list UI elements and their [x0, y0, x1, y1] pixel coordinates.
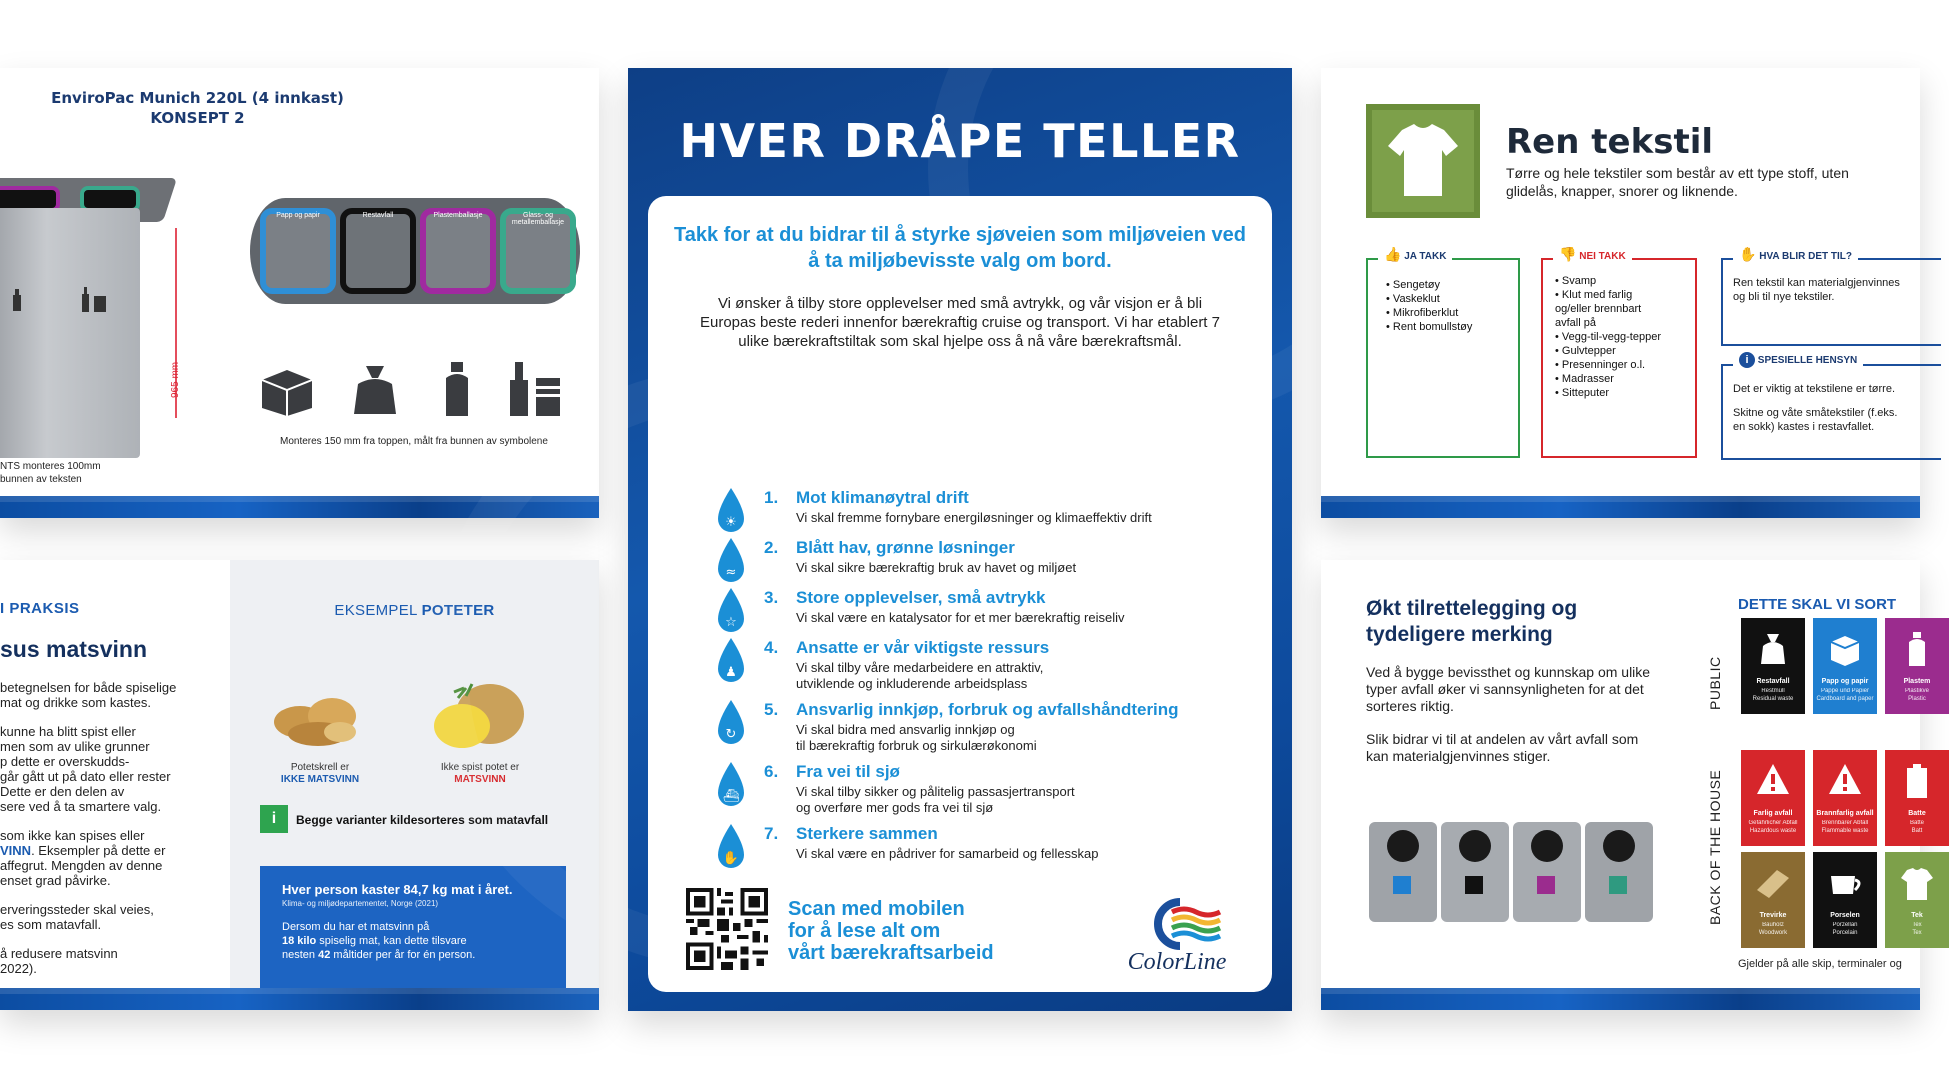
waste-category-icon — [1755, 630, 1791, 668]
dimension-label: 965 mm — [170, 361, 181, 398]
goal-title: Fra vei til sjø — [796, 762, 900, 781]
poster-lead: Takk for at du bidrar til å styrke sjøveien som miljøveien ved å ta miljøbevisste valg om bord. — [673, 224, 1247, 272]
wave-footer — [1321, 988, 1920, 1010]
yes-item: • Vaskeklut — [1386, 292, 1518, 306]
bin-concept-title — [50, 88, 345, 128]
sorting-kicker: DETTE SKAL VI SORT — [1738, 596, 1897, 613]
peel-caption: Potetskrell er IKKE MATSVINN — [280, 762, 360, 785]
water-drop-icon — [714, 586, 748, 636]
no-item: • Madrasser — [1555, 372, 1695, 386]
water-drop-icon — [714, 760, 748, 810]
special-text: Det er viktig at tekstilene er tørre. Skitne og våte småtekstiler (f.eks. en sokk) kastes i restavfallet. — [1733, 383, 1898, 433]
scan-prompt: Scan med mobilen for å lese alt om vårt bærekraftsarbeid — [788, 898, 994, 964]
what-box — [1721, 246, 1941, 346]
labelling-text: Ved å bygge bevissthet og kunnskap om ulike typer avfall øker vi sannsynligheten for at det sorteres riktig. Slik bidrar vi til at andelen av vårt avfall som kan materialgjenvinnes stiger. — [1366, 664, 1651, 764]
goal-description: Vi skal være en katalysator for et mer bærekraftig reiseliv — [796, 610, 1125, 625]
panel-bin-concept — [0, 68, 599, 518]
bin-model-name: EnviroPac Munich 220L (4 innkast) — [51, 89, 344, 107]
goal-title: Sterkere sammen — [796, 824, 938, 843]
tile-sublabel: Bauholz Woodwork — [1758, 922, 1788, 936]
food-waste-text: betegnelsen for både spiselige mat og drikke som kastes. kunne ha blitt spist eller men som av ulike grunner p dette er overskudds- går gått ut på dato eller rester Dette er den delen av sere ved å ta smartere valg. som ikke kan spises eller VINN. Eksempler på dette er affegrut. Mengden av denne enset grad påvirke. erveringssteder skal veies, es som matavfall. å redusere matsvinn 2022). — [0, 680, 177, 976]
tile-label: Papp og papir — [1821, 678, 1869, 685]
tile-label: Restavfall — [1756, 678, 1790, 685]
labelling-heading: Økt tilrettelegging og tydeligere merking — [1366, 597, 1578, 646]
tile-sublabel: Porzellan Porcelain — [1832, 922, 1858, 936]
potato-peel-image — [270, 678, 370, 754]
svg-text:♟: ♟ — [725, 665, 737, 680]
textile-icon — [1366, 104, 1480, 218]
info-circle-icon: i — [1739, 352, 1755, 368]
textile-subtitle: Tørre og hele tekstiler som består av ett type stoff, uten glidelås, knapper, snorer og liknende. — [1506, 165, 1849, 199]
tile-sublabel: Plastikve Plastic — [1904, 688, 1929, 702]
waste-icons-row — [256, 358, 576, 424]
poster-card — [648, 196, 1272, 992]
info-icon: i — [260, 805, 288, 833]
fact-source: Klima- og miljødepartementet, Norge (2021) — [282, 899, 439, 908]
thumbs-down-icon: 👎 — [1559, 246, 1577, 262]
goal-2 — [714, 536, 1254, 592]
tile-sublabel: Brennbarer Abfall Flammable waste — [1821, 820, 1869, 834]
glass-bottle-icon — [506, 358, 568, 420]
thumbs-up-icon: 👍 — [1384, 246, 1402, 262]
goal-title: Ansatte er vår viktigste ressurs — [796, 638, 1050, 657]
goal-description: Vi skal bidra med ansvarlig innkjøp og til bærekraftig forbruk og sirkulærøkonomi — [796, 722, 1037, 753]
section-kicker: I PRAKSIS — [0, 600, 80, 617]
water-drop-icon — [714, 698, 748, 748]
svg-text:☀: ☀ — [725, 515, 737, 530]
highlight-word: VINN — [0, 843, 32, 858]
wave-footer — [0, 988, 599, 1010]
goal-3 — [714, 586, 1254, 642]
concept-label: KONSEPT 2 — [150, 109, 245, 127]
goal-number: 3. — [764, 588, 779, 607]
goal-description: Vi skal fremme fornybare energiløsninger og klimaeffektiv drift — [796, 510, 1152, 525]
waste-category-tile — [1813, 852, 1877, 948]
bag-icon — [344, 358, 406, 420]
tile-label: Plastem — [1903, 678, 1931, 685]
waste-category-icon — [1899, 864, 1935, 902]
what-heading: ✋ HVA BLIR DET TIL? — [1733, 246, 1858, 263]
tile-label: Tek — [1911, 912, 1923, 919]
waste-category-tile — [1885, 618, 1949, 714]
tile-sublabel: Batte Batt — [1909, 820, 1924, 834]
waste-category-tile — [1741, 618, 1805, 714]
waste-category-tile — [1741, 852, 1805, 948]
tile-label: Porselen — [1830, 912, 1860, 919]
no-item: • Vegg-til-vegg-tepper — [1555, 330, 1695, 344]
waste-category-icon — [1755, 762, 1791, 800]
color-line-logo — [1122, 896, 1232, 976]
waste-category-icon — [1827, 864, 1863, 902]
bin-note: NTS monteres 100mm bunnen av teksten — [0, 461, 101, 485]
tile-sublabel: Tex Tex — [1912, 922, 1922, 936]
bottle-icon — [10, 288, 24, 312]
goal-number: 1. — [764, 488, 779, 507]
potato-caption: Ikke spist potet er MATSVINN — [440, 762, 520, 785]
goal-number: 5. — [764, 700, 779, 719]
goal-title: Ansvarlig innkjøp, forbruk og avfallshåndtering — [796, 700, 1179, 719]
tile-label: Farlig avfall — [1753, 810, 1793, 817]
what-text: Ren tekstil kan materialgjenvinnes og bli til nye tekstiler. — [1733, 277, 1900, 303]
glass-metal-icon — [80, 286, 110, 314]
yes-box — [1366, 246, 1520, 458]
tile-label: Batte — [1908, 810, 1926, 817]
waste-category-icon — [1827, 762, 1863, 800]
poster-title: HVER DRÅPE TELLER — [679, 114, 1241, 168]
fact-text: Dersom du har et matsvinn på 18 kilo spiselig mat, kan dette tilsvare nesten 42 måltider per år for én person. — [282, 921, 476, 961]
no-item: • Gulvtepper — [1555, 344, 1695, 358]
no-box — [1541, 246, 1697, 458]
waste-category-icon — [1899, 630, 1935, 668]
water-drop-icon — [714, 822, 748, 872]
goal-title: Store opplevelser, små avtrykk — [796, 588, 1046, 607]
goal-description: Vi skal tilby våre medarbeidere en attraktiv, utviklende og inkluderende arbeidsplass — [796, 660, 1044, 691]
sorting-bins-image — [1363, 816, 1663, 926]
yes-list — [1368, 260, 1518, 334]
svg-text:☆: ☆ — [725, 615, 737, 630]
no-item: • Sitteputer — [1555, 386, 1695, 400]
tile-label: Brannfarlig avfall — [1816, 810, 1874, 817]
example-title: EKSEMPEL POTETER — [334, 602, 495, 619]
goal-title: Blått hav, grønne løsninger — [796, 538, 1015, 557]
yes-item: • Rent bomullstøy — [1386, 320, 1518, 334]
water-drop-icon — [714, 536, 748, 586]
waste-category-icon — [1899, 762, 1935, 800]
waste-category-tile — [1813, 618, 1877, 714]
goal-description: Vi skal være en pådriver for samarbeid og fellesskap — [796, 846, 1099, 861]
panel-clean-textile — [1321, 68, 1920, 518]
goal-number: 7. — [764, 824, 779, 843]
section-heading: sus matsvinn — [0, 636, 147, 662]
water-drop-icon — [714, 636, 748, 686]
color-line-logo-mark — [1122, 896, 1232, 952]
goal-5 — [714, 698, 1254, 754]
tile-sublabel: Pappe und Papier Cardboard and paper — [1816, 688, 1874, 702]
tile-sublabel: Gefährlicher Abfall Hazardous waste — [1748, 820, 1798, 834]
tile-label: Trevirke — [1759, 912, 1787, 919]
goal-number: 2. — [764, 538, 779, 557]
goal-title: Mot klimanøytral drift — [796, 488, 969, 507]
yes-heading: 👍 JA TAKK — [1378, 246, 1452, 263]
public-label: PUBLIC — [1707, 656, 1723, 710]
goal-7 — [714, 822, 1254, 878]
waste-category-tile — [1885, 750, 1949, 846]
waste-category-tile — [1741, 750, 1805, 846]
panel-labelling — [1321, 560, 1931, 1010]
no-item: • Presenninger o.l. — [1555, 358, 1695, 372]
yes-item: • Sengetøy — [1386, 278, 1518, 292]
goal-1 — [714, 486, 1254, 542]
goal-number: 6. — [764, 762, 779, 781]
no-list — [1543, 260, 1695, 400]
poster-intro: Vi ønsker å tilby store opplevelser med små avtrykk, og vår visjon er å bli Europas beste rederi innenfor bærekraftig cruise og transport. Vi har etablert 7 ulike bærekraftstiltak som skal hjelpe oss å nå våre bærekraftsmål. — [699, 295, 1220, 350]
plastic-bottle-icon — [426, 358, 488, 420]
lid-plan: Papp og papir Restavfall Plastemballasje Glass- og metallemballasje — [250, 198, 580, 304]
textile-title: Ren tekstil — [1506, 122, 1714, 162]
wave-footer — [1321, 496, 1920, 518]
waste-category-icon — [1827, 630, 1863, 668]
fact-heading: Hver person kaster 84,7 kg mat i året. — [282, 882, 513, 897]
goal-description: Vi skal sikre bærekraftig bruk av havet og miljøet — [796, 560, 1077, 575]
svg-text:≈: ≈ — [725, 565, 737, 580]
waste-category-icon — [1755, 864, 1791, 902]
logo-wordmark: ColorLine — [1127, 949, 1227, 975]
qr-code[interactable] — [686, 888, 768, 970]
no-heading: 👎 NEI TAKK — [1553, 246, 1632, 263]
waste-bin-illustration — [0, 178, 170, 468]
special-heading: i SPESIELLE HENSYN — [1733, 352, 1863, 368]
no-item: • Klut med farlig og/eller brennbart avfall på — [1555, 288, 1695, 330]
goal-6 — [714, 760, 1254, 816]
svg-text:✋: ✋ — [722, 851, 740, 866]
svg-text:↻: ↻ — [725, 727, 737, 742]
box-icon — [256, 358, 318, 420]
back-of-house-label: BACK OF THE HOUSE — [1707, 769, 1723, 925]
waste-category-tile — [1885, 852, 1949, 948]
svg-text:⛴: ⛴ — [722, 789, 740, 804]
water-drop-icon — [714, 486, 748, 536]
no-item: • Svamp — [1555, 274, 1695, 288]
recycle-hand-icon: ✋ — [1739, 246, 1757, 262]
goal-number: 4. — [764, 638, 779, 657]
mount-note: Monteres 150 mm fra toppen, målt fra bunnen av symbolene — [280, 436, 548, 447]
tile-sublabel: Restmüll Residual waste — [1752, 688, 1794, 702]
goal-description: Vi skal tilby sikker og pålitelig passasjertransport og overføre mer gods fra vei til sjø — [796, 784, 1075, 815]
poster-every-drop-counts — [628, 68, 1292, 1011]
waste-category-tile — [1813, 750, 1877, 846]
yes-item: • Mikrofiberklut — [1386, 306, 1518, 320]
labelling-footer: Gjelder på alle skip, terminaler og — [1738, 958, 1902, 970]
special-box — [1721, 354, 1941, 460]
goal-4 — [714, 636, 1254, 692]
sorting-note: Begge varianter kildesorteres som matavfall — [296, 813, 549, 827]
